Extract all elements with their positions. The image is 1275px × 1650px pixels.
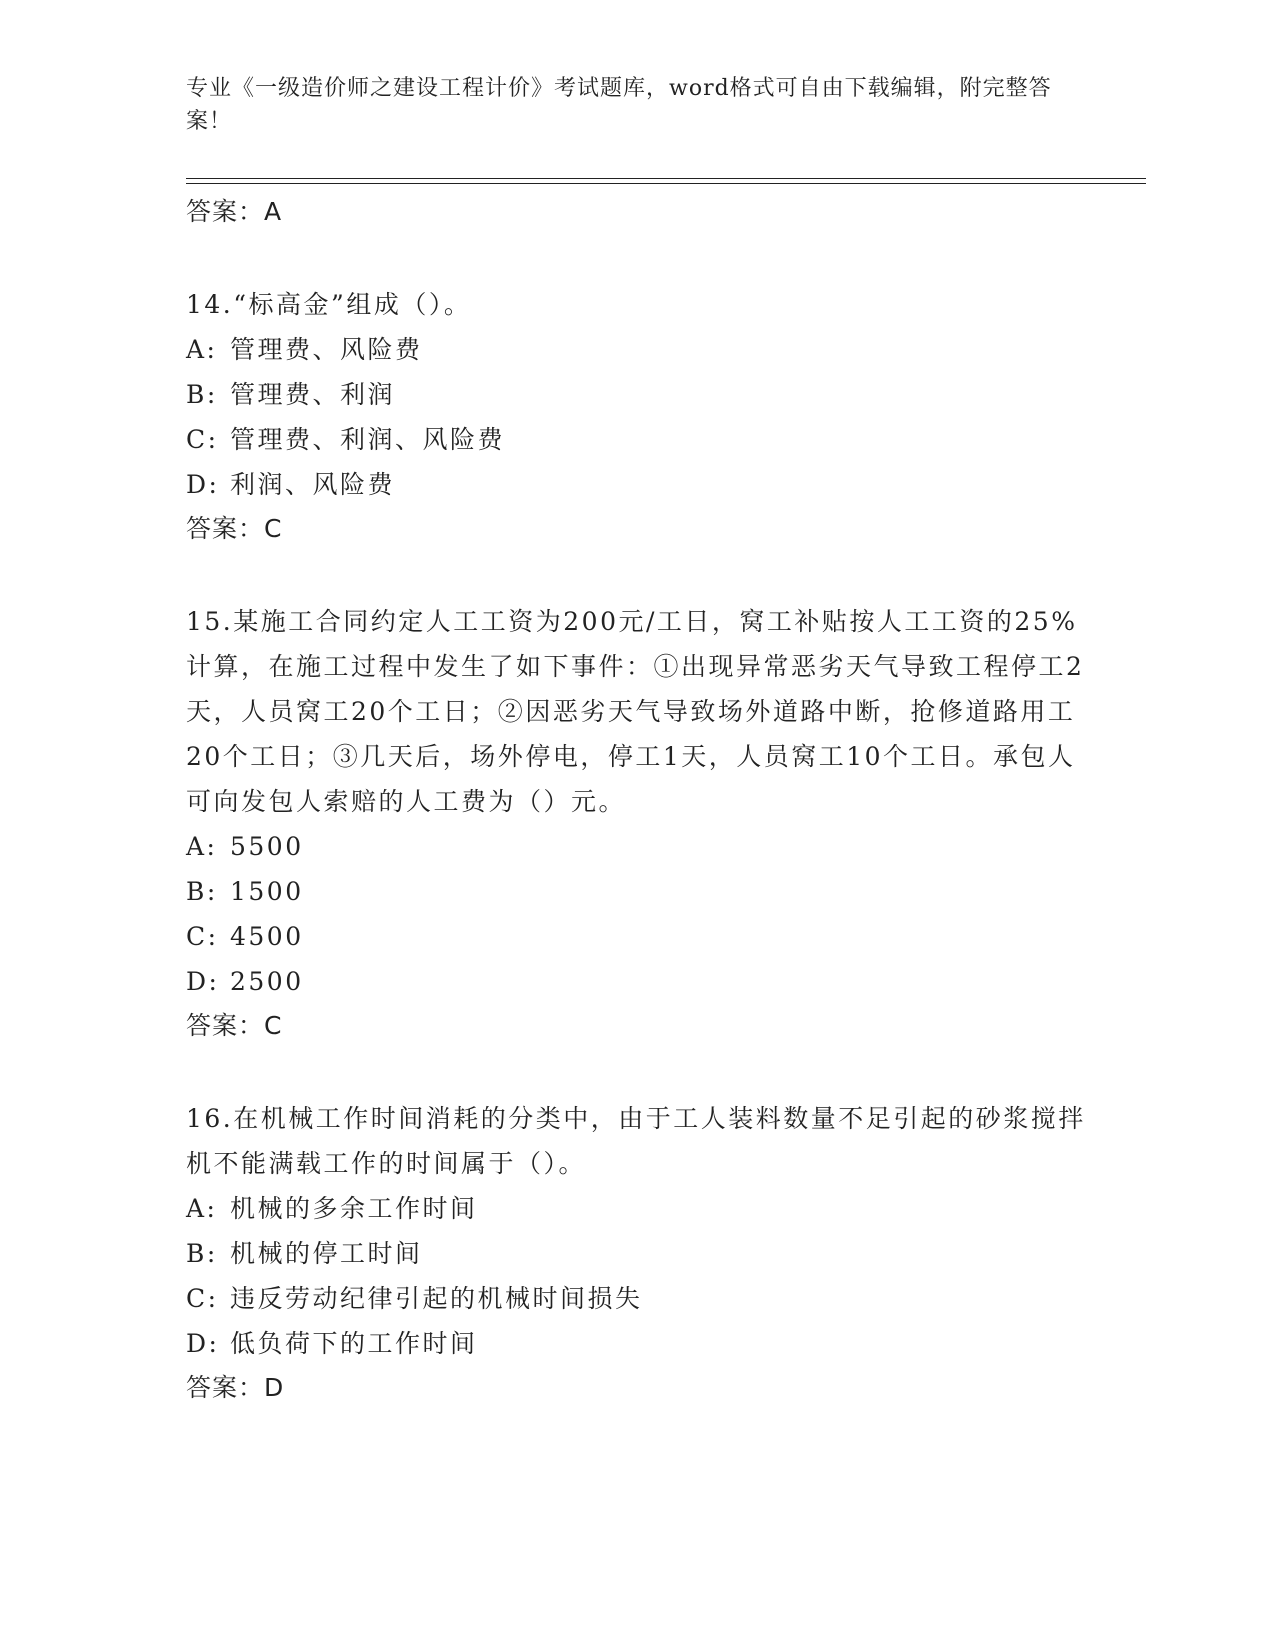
option-text: 低负荷下的工作时间 <box>230 1329 478 1358</box>
option-label: A: <box>186 335 218 364</box>
question-block <box>186 282 1086 551</box>
option-d <box>186 462 1086 507</box>
option-label: B: <box>186 1239 218 1268</box>
spacer <box>186 1048 1086 1096</box>
option-text: 管理费、风险费 <box>230 335 423 364</box>
spacer <box>186 551 1086 599</box>
question-block <box>186 1096 1086 1410</box>
option-text: 2500 <box>230 967 304 996</box>
option-label: D: <box>186 967 220 996</box>
answer-line: 答案：A <box>186 197 283 226</box>
question-list <box>186 190 1086 1410</box>
option-text: 1500 <box>230 877 304 906</box>
answer-line: 答案：C <box>186 514 283 543</box>
option-d <box>186 1321 1086 1366</box>
page-header: 专业《一级造价师之建设工程计价》考试题库，word格式可自由下载编辑，附完整答案！ <box>186 76 1052 134</box>
option-text: 5500 <box>230 832 304 861</box>
option-label: A: <box>186 1194 218 1223</box>
option-label: D: <box>186 470 220 499</box>
option-d <box>186 959 1086 1004</box>
header-rule-top <box>186 178 1146 179</box>
option-label: C: <box>186 425 219 454</box>
option-text: 机械的停工时间 <box>230 1239 423 1268</box>
option-label: A: <box>186 832 218 861</box>
option-text: 管理费、利润 <box>230 380 396 409</box>
answer-line: 答案：D <box>186 1373 285 1402</box>
option-text: 违反劳动纪律引起的机械时间损失 <box>230 1284 643 1313</box>
question-text: 15.某施工合同约定人工工资为200元/工日，窝工补贴按人工工资的25%计算，在施工过程中发生了如下事件：①出现异常恶劣天气导致工程停工2天，人员窝工20个工日；②因恶劣天气导致场外道路中断，抢修道路用工20个工日；③几天后，场外停电，停工1天，人员窝工10个工日。承包人可向发包人索赔的人工费为（）元。 <box>186 607 1085 816</box>
option-label: B: <box>186 877 218 906</box>
option-b <box>186 1231 1086 1276</box>
header-rule-bottom <box>186 183 1146 184</box>
option-c <box>186 1276 1086 1321</box>
option-label: D: <box>186 1329 220 1358</box>
option-text: 管理费、利润、风险费 <box>230 425 506 454</box>
question-text: 14.“标高金”组成（）。 <box>186 290 472 319</box>
option-b <box>186 372 1086 417</box>
option-label: C: <box>186 1284 219 1313</box>
option-label: B: <box>186 380 218 409</box>
option-text: 机械的多余工作时间 <box>230 1194 478 1223</box>
option-b <box>186 869 1086 914</box>
spacer <box>186 234 1086 282</box>
option-a <box>186 1186 1086 1231</box>
answer-line: 答案：C <box>186 1011 283 1040</box>
option-label: C: <box>186 922 219 951</box>
option-c <box>186 417 1086 462</box>
option-text: 4500 <box>230 922 304 951</box>
option-c <box>186 914 1086 959</box>
option-text: 利润、风险费 <box>230 470 396 499</box>
option-a <box>186 824 1086 869</box>
question-block <box>186 599 1086 1048</box>
question-text: 16.在机械工作时间消耗的分类中，由于工人装料数量不足引起的砂浆搅拌机不能满载工作的时间属于（）。 <box>186 1104 1086 1178</box>
option-a <box>186 327 1086 372</box>
